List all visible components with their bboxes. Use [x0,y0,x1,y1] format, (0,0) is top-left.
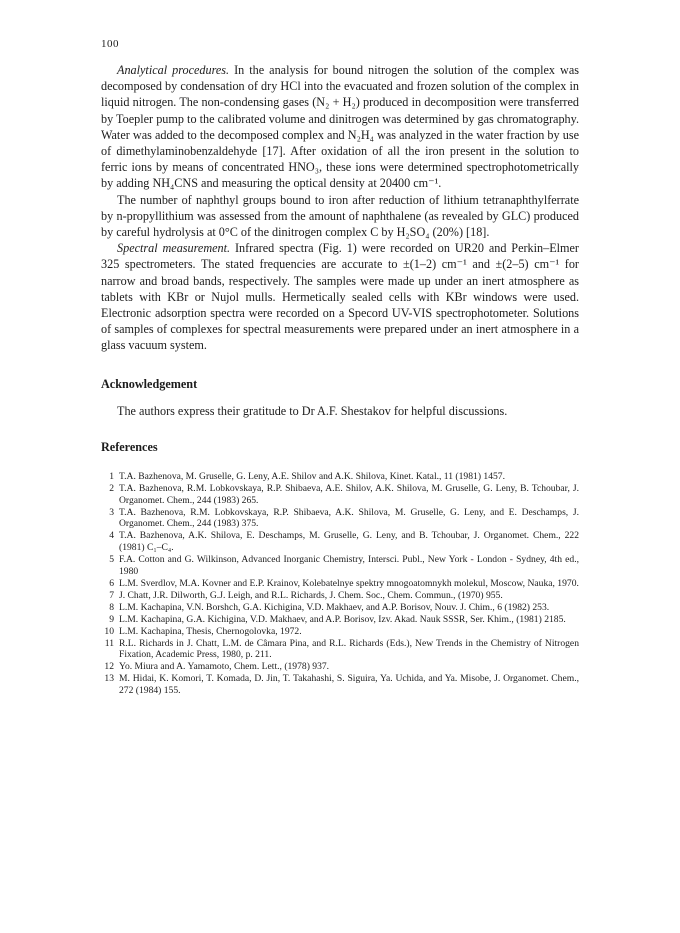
reference-item [101,638,579,662]
reference-number: 2 [109,482,114,494]
reference-number: 13 [104,673,114,685]
paragraph-spectral-measurement [101,240,579,353]
reference-text: T.A. Bazhenova, M. Gruselle, G. Leny, A.E. Shilov and A.K. Shilova, Kinet. Katal., 11 (1981) 1457. [119,470,505,482]
paragraph-analytical-procedures [101,62,579,192]
acknowledgement-text: The authors express their gratitude to Dr A.F. Shestakov for helpful discussions. [117,403,508,418]
reference-item [101,471,579,483]
reference-number: 6 [109,578,114,590]
references-list [101,471,579,697]
page-content [101,62,579,697]
reference-number: 4 [109,530,114,542]
reference-number: 1 [109,470,114,482]
reference-text: L.M. Kachapina, Thesis, Chernogolovka, 1972. [119,625,302,637]
reference-number: 7 [109,589,114,601]
paragraph-lead: Spectral measurement. [117,241,231,256]
reference-text: M. Hidai, K. Komori, T. Komada, D. Jin, T. Takahashi, S. Siguira, Ya. Uchida, and Ya. Misobe, J. Organomet. Chem., 272 (1984) 155. [119,673,579,697]
reference-number: 12 [104,661,114,673]
reference-item [101,590,579,602]
reference-item [101,507,579,531]
reference-item [101,578,579,590]
reference-number: 10 [104,625,114,637]
reference-text: L.M. Sverdlov, M.A. Kovner and E.P. Krainov, Kolebatelnye spektry mnogoatomnykh molekul, Moscow, Nauka, 1970. [119,578,579,590]
reference-item [101,554,579,578]
reference-item [101,483,579,507]
paragraph-text: The number of naphthyl groups bound to iron after reduction of lithium tetranaphthylferrate by n-propyllithium was assessed from the amount of naphthalene (as revealed by GLC) produced by careful hydrolysis at 0°C of the dinitrogen complex C by H₂SO₄ (20%) [18]. [101,192,579,240]
reference-item [101,530,579,554]
reference-number: 11 [104,637,114,649]
reference-text: Yo. Miura and A. Yamamoto, Chem. Lett., (1978) 937. [119,661,330,673]
reference-text: T.A. Bazhenova, R.M. Lobkovskaya, R.P. Shibaeva, A.E. Shilov, A.K. Shilova, M. Gruselle, G. Leny, B. Tchoubar, J. Organomet. Chem., 244 (1983) 265. [119,482,579,506]
paragraph-text: In the analysis for bound nitrogen the solution of the complex was decomposed by condensation of dry HCl into the evacuated and frozen solution of the complex in liquid nitrogen. The non-condensing gases (N₂ + H₂) produced in decomposition were transferred by Toepler pump to the calibrated volume and dinitrogen was determined by gas chromatography. Water was added to the decomposed complex and N₂H₄ was analyzed in the water fraction by use of dimethylaminobenzaldehyde [17]. After oxidation of all the iron present in the solution to ferric ions by means of concentrated HNO₃, these ions were determined spectrophotometrically by adding NH₄CNS and measuring the optical density at 20400 cm⁻¹. [101,63,579,191]
paragraph-naphthyl-groups [101,192,579,241]
reference-text: L.M. Kachapina, G.A. Kichigina, V.D. Makhaev, and A.P. Borisov, Izv. Akad. Nauk SSSR, Ser. Khim., (1981) 2185. [119,613,566,625]
reference-item [101,602,579,614]
reference-text: R.L. Richards in J. Chatt, L.M. de Câmara Pina, and R.L. Richards (Eds.), New Trends in the Chemistry of Nitrogen Fixation, Academic Press, 1980, p. 211. [119,637,579,661]
reference-text: F.A. Cotton and G. Wilkinson, Advanced Inorganic Chemistry, Intersci. Publ., New York - London - Sydney, 4th ed., 1980 [119,554,579,578]
reference-text: L.M. Kachapina, V.N. Borshch, G.A. Kichigina, V.D. Makhaev, and A.P. Borisov, Nouv. J. Chim., 6 (1982) 253. [119,601,550,613]
paragraph-lead: Analytical procedures. [117,63,230,77]
paragraph-text: Infrared spectra (Fig. 1) were recorded on UR20 and Perkin–Elmer 325 spectrometers. The stated frequencies are accurate to ±(1–2) cm⁻¹ and ±(2–5) cm⁻¹ for narrow and broad bands, respectively. The samples were made up under an inert atmosphere as tablets with KBr or Nujol mulls. Hermetically sealed cells with KBr windows were used. Electronic adsorption spectra were recorded on a Specord UV-VIS spectrophotometer. Solutions of samples of complexes for spectral measurements were prepared under an inert atmosphere in a glass vacuum system. [101,241,579,353]
reference-item [101,661,579,673]
reference-number: 5 [109,554,114,566]
reference-text: T.A. Bazhenova, R.M. Lobkovskaya, R.P. Shibaeva, A.K. Shilova, M. Gruselle, G. Leny, and E. Deschamps, J. Organomet. Chem., 244 (1983) 375. [119,506,579,530]
reference-text: T.A. Bazhenova, A.K. Shilova, E. Deschamps, M. Gruselle, G. Leny, and B. Tchoubar, J. Organomet. Chem., 222 (1981) C₁–C₄. [119,530,579,554]
acknowledgement-heading: Acknowledgement [101,376,198,391]
reference-number: 8 [109,601,114,613]
reference-text: J. Chatt, J.R. Dilworth, G.J. Leigh, and R.L. Richards, J. Chem. Soc., Chem. Commun., (1970) 955. [119,589,503,601]
page-number: 100 [101,38,119,50]
reference-item [101,626,579,638]
reference-item [101,614,579,626]
reference-item [101,673,579,697]
reference-number: 9 [109,613,114,625]
references-heading: References [101,439,158,454]
reference-number: 3 [109,506,114,518]
